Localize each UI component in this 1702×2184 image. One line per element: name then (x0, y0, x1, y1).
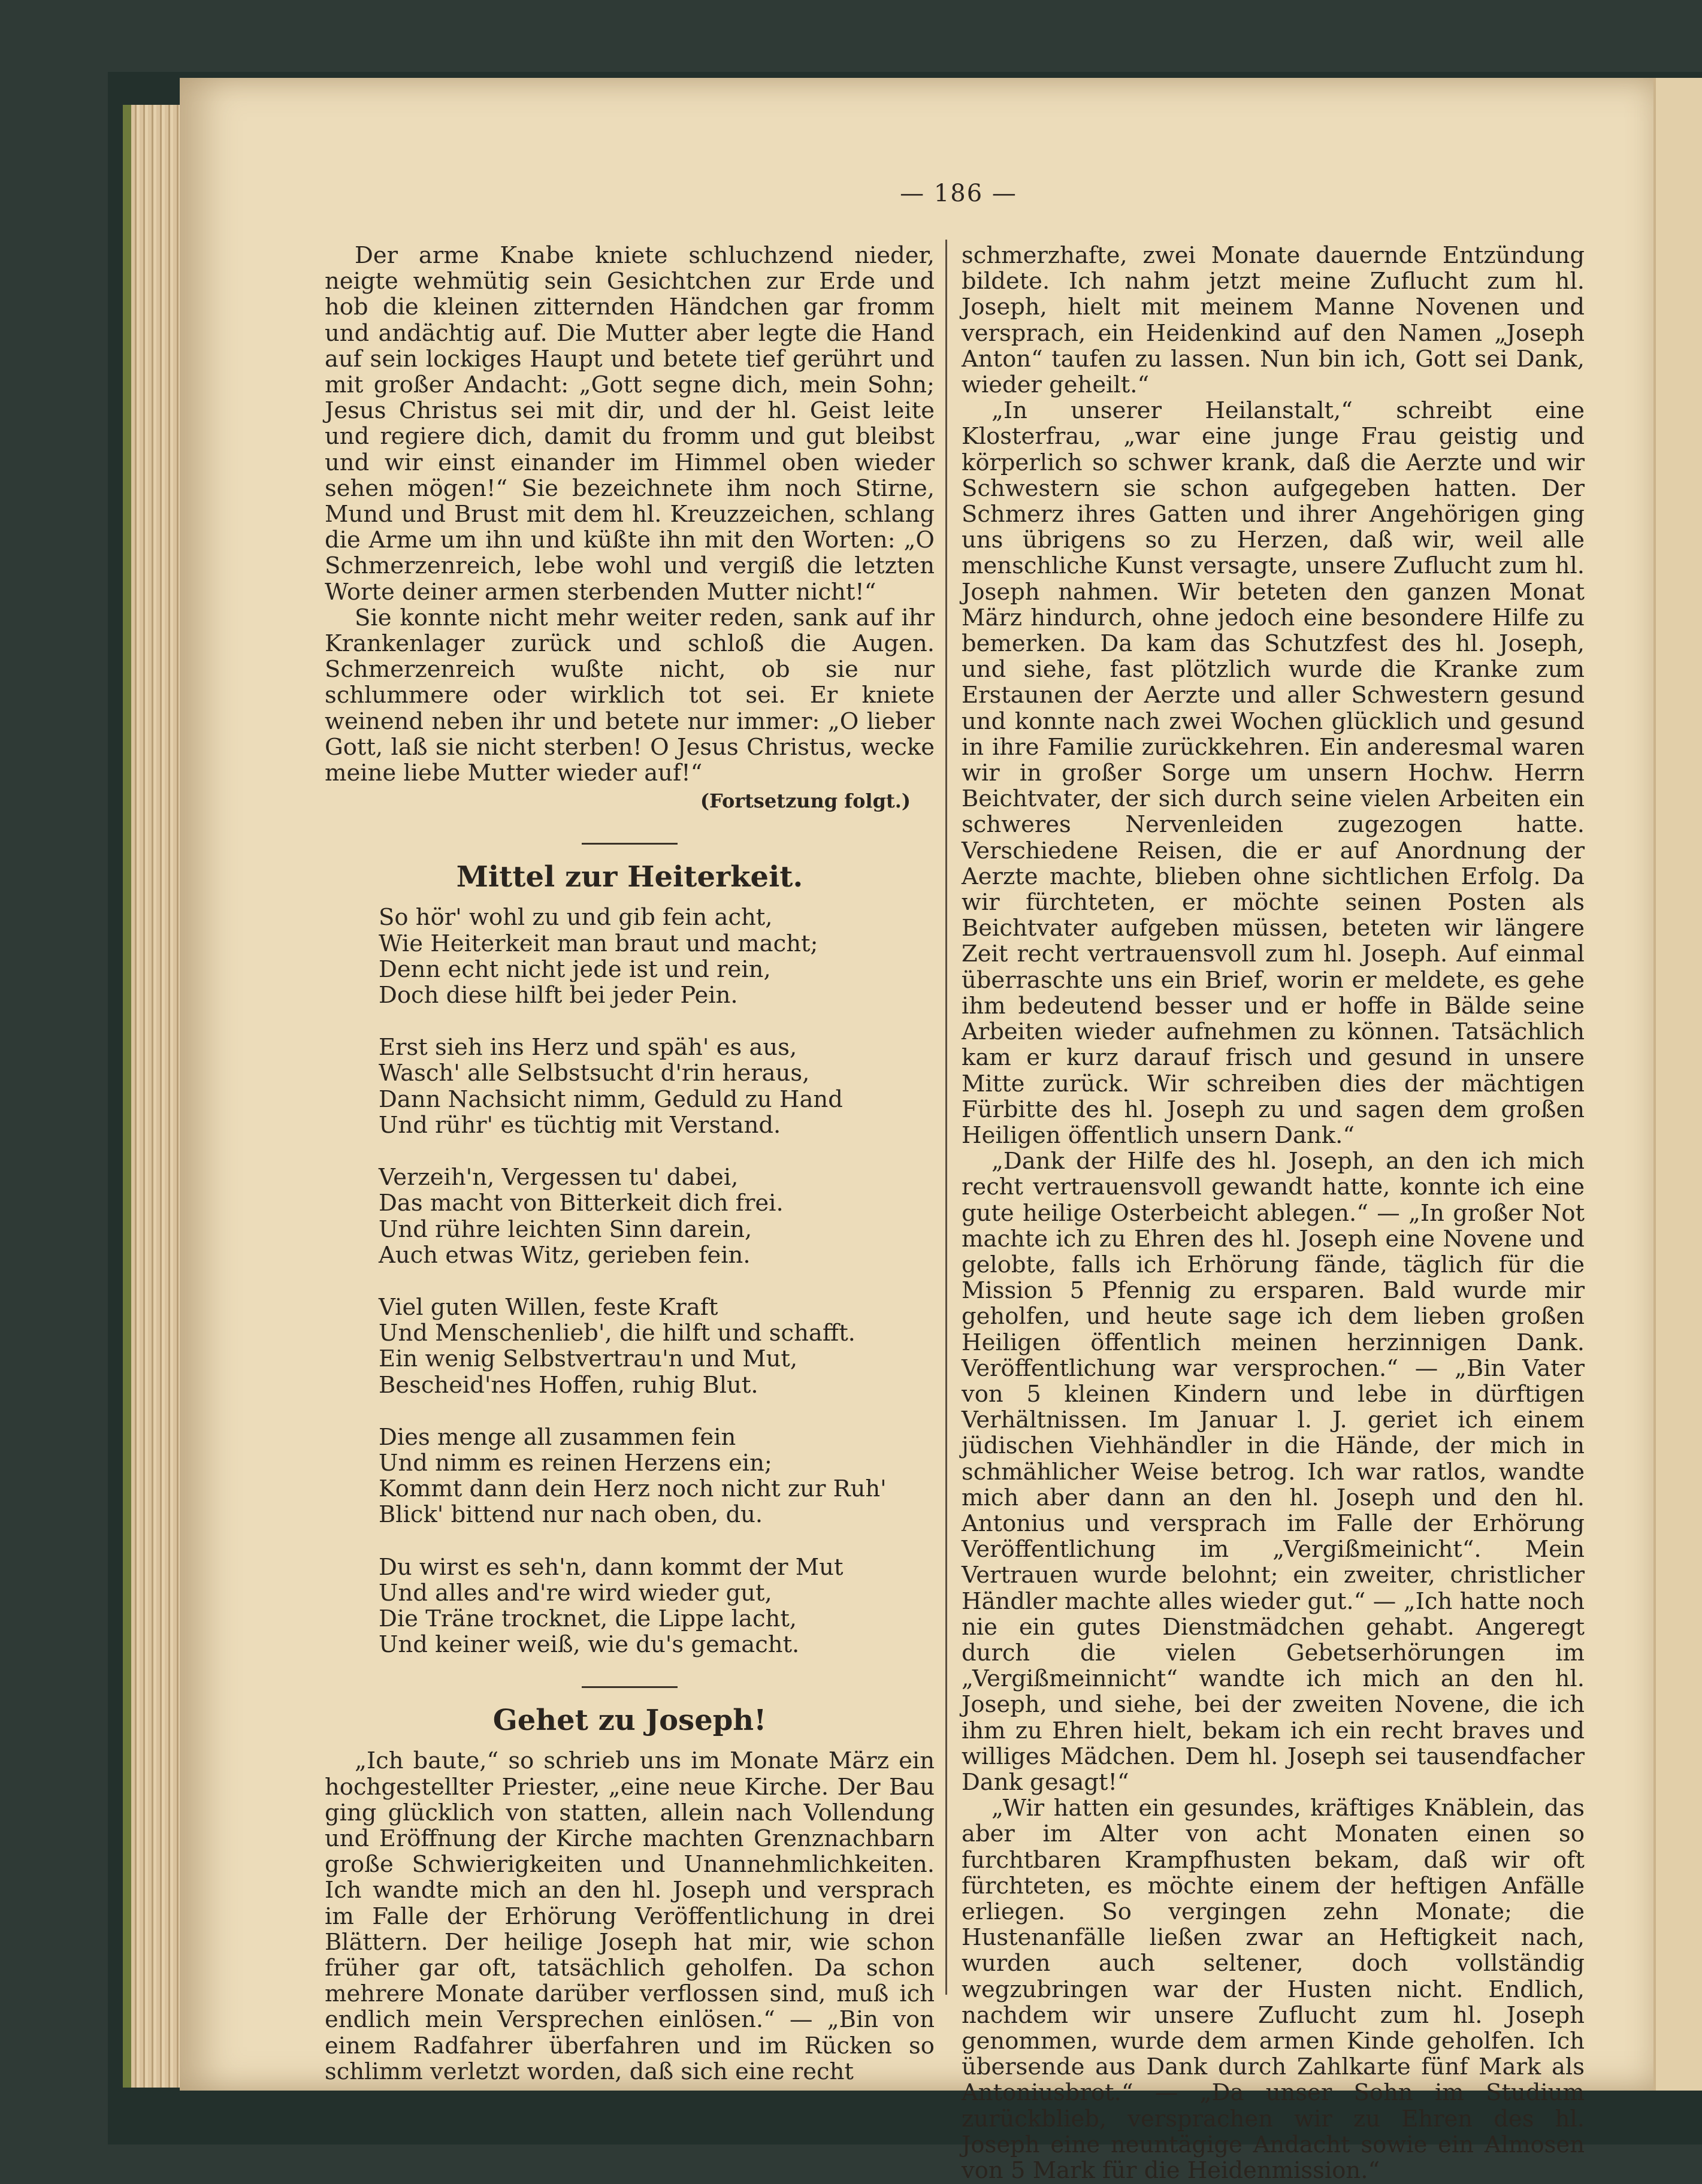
poem-stanza (379, 1294, 935, 1398)
poem-line: Und rühr' es tüchtig mit Verstand. (379, 1111, 781, 1139)
section-rule (582, 1686, 678, 1688)
section-paragraph: „Ich baute,“ so schrieb uns im Monate März ein hochgestellter Priester, „eine neue Kirche. Der Bau ging glücklich von statten, allein nach Vollendung und Eröffnung der Kirche machten Grenznachbarn große Schwierigkeiten und Unannehmlichkeiten. Ich wandte mich an den hl. Joseph und versprach im Falle der Erhörung Veröffentlichung in drei Blättern. Der heilige Joseph hat mir, wie schon früher gar oft, tatsächlich geholfen. Da schon mehrere Monate darüber verflossen sind, muß ich endlich mein Versprechen einlösen.“ — „Bin von einem Radfahrer überfahren und im Rücken so schlimm verletzt worden, daß sich eine recht (325, 1747, 935, 2085)
testimony-paragraph: „Dank der Hilfe des hl. Joseph, an den ich mich recht vertrauensvoll gewandt hatte, konnte ich eine gute heilige Osterbeicht ablegen.“ — „In großer Not machte ich zu Ehren des hl. Joseph eine Novene und gelobte, falls ich Erhörung fände, täglich für die Mission 5 Pfennig zu ersparen. Bald wurde mir geholfen, und heute sage ich dem lieben großen Heiligen öffentlich meinen herzinnigen Dank. Veröffentlichung war versprochen.“ — „Bin Vater von 5 kleinen Kindern und lebe in dürftigen Verhältnissen. Im Januar l. J. geriet ich einem jüdischen Viehhändler in die Hände, der mich in schmählicher Weise betrog. Ich war ratlos, wandte mich aber dann an den hl. Joseph und den hl. Antonius und versprach im Falle der Erhörung Veröffentlichung im „Vergißmeinicht“. Mein Vertrauen wurde belohnt; ein zweiter, christlicher Händler machte alles wieder gut.“ — „Ich hatte noch nie ein gutes Dienstmädchen gehabt. Angeregt durch die vielen Gebetserhörungen im „Vergißmeinnicht“ wandte ich mich an den hl. Joseph, und siehe, bei der zweiten Novene, die ich ihm zu Ehren hielt, bekam ich ein recht braves und williges Mädchen. Dem hl. Joseph sei tausendfacher Dank gesagt!“ (962, 1148, 1585, 1796)
poem-line: Das macht von Bitterkeit dich frei. (379, 1190, 784, 1217)
poem-line: Wie Heiterkeit man braut und macht; (379, 930, 818, 957)
section-rule (582, 843, 678, 845)
poem-line: Viel guten Willen, feste Kraft (379, 1293, 718, 1321)
poem-line: Bescheid'nes Hoffen, ruhig Blut. (379, 1371, 758, 1399)
right-column (962, 243, 1585, 2183)
poem-line: Kommt dann dein Herz noch nicht zur Ruh' (379, 1475, 887, 1503)
poem-line: Ein wenig Selbstvertrau'n und Mut, (379, 1345, 798, 1373)
testimony-paragraph: „Wir hatten ein gesundes, kräftiges Knäblein, das aber im Alter von acht Monaten einen so furchtbaren Krampfhusten bekam, daß wir oft fürchteten, es möchte einem der heftigen Anfälle erliegen. So vergingen zehn Monate; die Hustenanfälle ließen zwar an Heftigkeit nach, wurden auch seltener, doch vollständig wegzubringen war der Husten nicht. Endlich, nachdem wir unsere Zuflucht zum hl. Joseph genommen, wurde dem armen Kinde geholfen. Ich übersende aus Dank durch Zahlkarte fünf Mark als Antoniusbrot.“ — „Da unser Sohn im Studium zurückblieb, versprachen wir zu Ehren des hl. Joseph eine neuntägige Andacht sowie ein Almosen von 5 Mark für die Heidenmission.“ (962, 1795, 1585, 2184)
story-paragraph: Der arme Knabe kniete schluchzend nieder, neigte wehmütig sein Gesichtchen zur Erde und hob die kleinen zitternden Händchen gar fromm und andächtig auf. Die Mutter aber legte die Hand auf sein lockiges Haupt und betete tief gerührt und mit großer Andacht: „Gott segne dich, mein Sohn; Jesus Christus sei mit dir, und der hl. Geist leite und regiere dich, damit du fromm und gut bleibst und wir einst einander im Himmel oben wieder sehen mögen!“ Sie bezeichnete ihm noch Stirne, Mund und Brust mit dem hl. Kreuzzeichen, schlang die Arme um ihn und küßte ihn mit den Worten: „O Schmerzenreich, lebe wohl und vergiß die letzten Worte deiner armen sterbenden Mutter nicht!“ (325, 242, 935, 606)
poem-line: Und Menschenlieb', die hilft und schafft. (379, 1320, 855, 1347)
poem-stanza (379, 1034, 935, 1138)
continuation-note: (Fortsetzung folgt.) (700, 789, 911, 813)
poem-line: Erst sieh ins Herz und späh' es aus, (379, 1034, 797, 1061)
poem-line: Wasch' alle Selbstsucht d'rin heraus, (379, 1060, 810, 1087)
column-divider (945, 240, 947, 1995)
poem-stanza (379, 905, 935, 1008)
poem-title: Mittel zur Heiterkeit. (456, 860, 803, 894)
poem-line: Dies menge all zusammen fein (379, 1423, 736, 1451)
poem-line: Und nimm es reinen Herzens ein; (379, 1449, 772, 1477)
poem-stanza (379, 1164, 935, 1268)
poem-line: Und rühre leichten Sinn darein, (379, 1215, 752, 1243)
section-title: Gehet zu Joseph! (492, 1704, 767, 1738)
poem-stanza (379, 1424, 935, 1528)
poem-stanza (379, 1554, 935, 1658)
poem-line: So hör' wohl zu und gib fein acht, (379, 904, 773, 931)
poem (379, 905, 935, 1657)
poem-line: Blick' bittend nur nach oben, du. (379, 1501, 763, 1529)
poem-line: Denn echt nicht jede ist und rein, (379, 955, 771, 983)
poem-line: Doch diese hilft bei jeder Pein. (379, 982, 738, 1009)
next-page-edge (1653, 78, 1702, 2091)
testimony-paragraph: schmerzhafte, zwei Monate dauernde Entzündung bildete. Ich nahm jetzt meine Zuflucht zum hl. Joseph, hielt mit meinem Manne Novenen und versprach, ein Heidenkind auf den Namen „Joseph Anton“ taufen zu lassen. Nun bin ich, Gott sei Dank, wieder geheilt.“ (962, 242, 1585, 399)
poem-line: Du wirst es seh'n, dann kommt der Mut (379, 1553, 844, 1581)
poem-line: Und keiner weiß, wie du's gemacht. (379, 1631, 800, 1659)
poem-line: Auch etwas Witz, gerieben fein. (379, 1241, 751, 1269)
poem-line: Und alles and're wird wieder gut, (379, 1579, 772, 1607)
story-paragraph: Sie konnte nicht mehr weiter reden, sank auf ihr Krankenlager zurück und schloß die Augen. Schmerzenreich wußte nicht, ob sie nur schlummere oder wirklich tot sei. Er kniete weinend neben ihr und betete nur immer: „O lieber Gott, laß sie nicht sterben! O Jesus Christus, wecke meine liebe Mutter wieder auf!“ (325, 604, 935, 787)
poem-line: Die Träne trocknet, die Lippe lacht, (379, 1605, 797, 1632)
testimony-paragraph: „In unserer Heilanstalt,“ schreibt eine Klosterfrau, „war eine junge Frau geistig und körperlich so schwer krank, daß die Aerzte und wir Schwestern sie schon aufgegeben hatten. Der Schmerz ihres Gatten und ihrer Angehörigen ging uns übrigens so zu Herzen, daß wir, weil alle menschliche Kunst versagte, unsere Zuflucht zum hl. Joseph nahmen. Wir beteten den ganzen Monat März hindurch, ohne jedoch eine besondere Hilfe zu bemerken. Da kam das Schutzfest des hl. Joseph, und siehe, fast plötzlich wurde die Kranke zum Erstaunen der Aerzte und aller Schwestern gesund und konnte nach zwei Wochen glücklich und gesund in ihre Familie zurückkehren. Ein anderesmal waren wir in großer Sorge um unsern Hochw. Herrn Beichtvater, der sich durch seine vielen Arbeiten ein schweres Nervenleiden zugezogen hatte. Verschiedene Reisen, die er auf Anordnung der Aerzte machte, blieben ohne sichtlichen Erfolg. Da wir fürchteten, er möchte seinen Posten als Beichtvater aufgeben müssen, beteten wir längere Zeit recht vertrauensvoll zum hl. Joseph. Auf einmal überraschte uns ein Brief, worin er meldete, es gehe ihm bedeutend besser und er hoffe in Bälde seine Arbeiten wieder aufnehmen zu können. Tatsächlich kam er kurz darauf frisch und gesund in unsere Mitte zurück. Wir schreiben dies der mächtigen Fürbitte des hl. Joseph zu und sagen dem großen Heiligen öffentlich unsern Dank.“ (962, 397, 1585, 1149)
page-number: — 186 — (900, 180, 1017, 207)
left-column (325, 243, 935, 2085)
poem-line: Verzeih'n, Vergessen tu' dabei, (379, 1164, 739, 1191)
poem-line: Dann Nachsicht nimm, Geduld zu Hand (379, 1085, 843, 1113)
